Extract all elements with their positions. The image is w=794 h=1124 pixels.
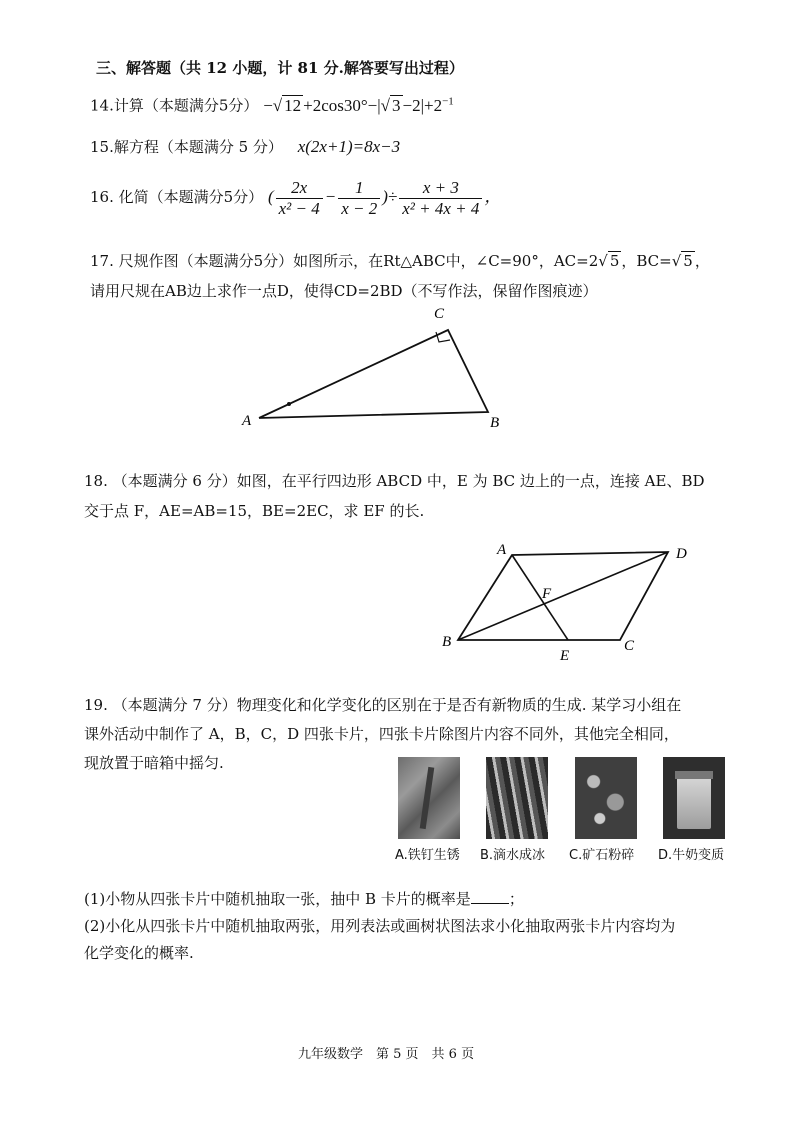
vertex-c-label: C	[434, 306, 445, 322]
q14-label: 14.计算（本题满分5分）	[90, 96, 259, 115]
question-19-sub-2-line-1: (2)小化从四张卡片中随机抽取两张，用列表法或画树状图法求小化抽取两张卡片内容均为	[84, 917, 676, 935]
answer-blank[interactable]	[471, 889, 509, 904]
question-17-line-1: 17. 尺规作图（本题满分5分）如图所示，在Rt△ABC中，∠C=90°，AC=2√ 5 ，BC=√ 5 ，	[90, 252, 710, 270]
point-mark	[287, 402, 291, 406]
question-19-sub-2-line-2: 化学变化的概率.	[84, 944, 194, 962]
vertex-a-label: A	[497, 542, 507, 558]
page-footer: 九年级数学 第 5 页 共 6 页	[298, 1047, 475, 1062]
triangle-abc	[259, 330, 488, 418]
right-angle-mark	[436, 332, 450, 342]
q14-expression: −√ 12 +2cos30°−|√ $3 -2|+2^{-1}$	[263, 95, 454, 115]
question-19-line-3: 现放置于暗箱中摇匀.	[84, 754, 224, 772]
vertex-b-label: B	[490, 415, 500, 431]
vertex-a-label: A	[242, 413, 252, 429]
question-16	[90, 176, 501, 219]
vertex-d-label: D	[676, 546, 687, 562]
question-15	[90, 136, 400, 158]
q16-label: 16. 化简（本题满分5分）	[90, 188, 264, 206]
diagonal-bd	[458, 552, 668, 640]
card-d-label: D.牛奶变质	[658, 848, 725, 863]
card-c-image	[575, 757, 637, 839]
question-19-sub-1: (1)小物从四张卡片中随机抽取一张，抽中 B 卡片的概率是 ；	[84, 890, 524, 908]
question-17-line-2: 请用尺规在AB边上求作一点D，使得CD=2BD（不写作法，保留作图痕迹）	[90, 282, 598, 300]
section-title: 三、解答题（共 12 小题，计 81 分.解答要写出过程）	[96, 59, 464, 77]
card-b-label: B.滴水成冰	[480, 848, 546, 863]
parallelogram-figure	[440, 538, 702, 668]
question-14	[90, 90, 454, 117]
point-e-label: E	[560, 648, 570, 664]
card-b-image	[486, 757, 548, 839]
question-19-line-1: 19. （本题满分 7 分）物理变化和化学变化的区别在于是否有新物质的生成. 某学习小组在	[84, 696, 682, 714]
triangle-figure	[240, 300, 510, 432]
q15-equation: x(2x+1)=8x−3	[297, 137, 401, 156]
q16-expression: ( $\frac{2x}{\text{x² − 4}}$ − $\frac{1}{x - 2}$ )÷ $\frac{x + 3}{\text{x² + 4x + 4}}$ ，	[267, 177, 502, 218]
question-19-line-2: 课外活动中制作了 A，B，C，D 四张卡片，四张卡片除图片内容不同外，其他完全相同，	[84, 725, 679, 743]
card-a-image	[398, 757, 460, 839]
question-18-line-2: 交于点 F，AE=AB=15，BE=2EC，求 EF 的长.	[84, 502, 425, 520]
vertex-b-label: B	[442, 634, 452, 650]
q15-label: 15.解方程（本题满分 5 分）	[90, 138, 283, 156]
card-d-image	[663, 757, 725, 839]
vertex-c-label: C	[624, 638, 635, 654]
point-f-label: F	[542, 586, 552, 602]
card-c-label: C.矿石粉碎	[569, 848, 635, 863]
card-a-label: A.铁钉生锈	[395, 848, 460, 863]
question-18-line-1: 18. （本题满分 6 分）如图，在平行四边形 ABCD 中，E 为 BC 边上的一点，连接 AE、BD	[84, 472, 705, 490]
